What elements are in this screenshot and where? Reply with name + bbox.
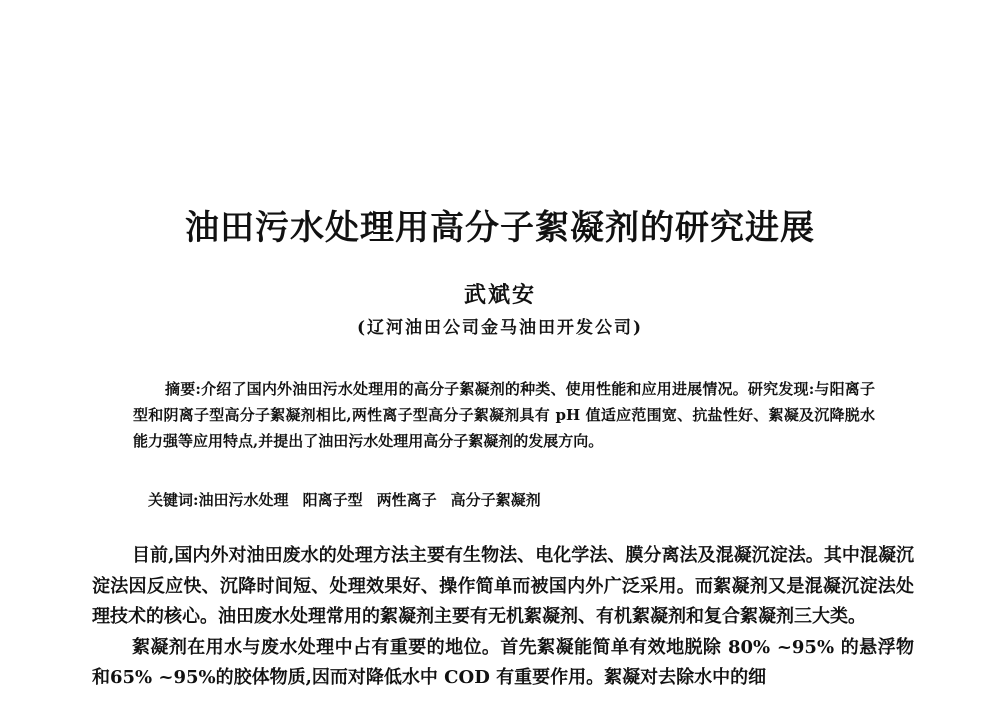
keywords-label: 关键词: <box>148 491 199 509</box>
abstract <box>133 376 875 454</box>
keywords <box>148 488 875 512</box>
body-paragraph: 目前,国内外对油田废水的处理方法主要有生物法、电化学法、膜分离法及混凝沉淀法。其中混凝沉淀法因反应快、沉降时间短、处理效果好、操作简单而被国内外广泛采用。而絮凝剂又是混凝沉淀法处理技术的核心。油田废水处理常用的絮凝剂主要有无机絮凝剂、有机絮凝剂和复合絮凝剂三大类。 <box>92 545 914 627</box>
keyword-item: 高分子絮凝剂 <box>450 491 541 509</box>
author-affiliation: (辽河油田公司金马油田开发公司) <box>356 318 644 338</box>
body-paragraph: 絮凝剂在用水与废水处理中占有重要的地位。首先絮凝能简单有效地脱除 80% ~95% 的悬浮物和65% ~95%的胶体物质,因而对降低水中 COD 有重要作用。絮凝对去除水中的细 <box>92 636 914 688</box>
keyword-item: 油田污水处理 <box>198 491 289 509</box>
article-author: 武斌安 <box>463 282 536 308</box>
abstract-label: 摘要: <box>165 380 201 398</box>
body-text <box>92 541 914 694</box>
abstract-text: 介绍了国内外油田污水处理用的高分子絮凝剂的种类、使用性能和应用进展情况。研究发现:与阳离子型和阴离子型高分子絮凝剂相比,两性离子型高分子絮凝剂具有 pH 值适应范围宽、抗盐性好、絮凝及沉降脱水能力强等应用特点,并提出了油田污水处理用高分子絮凝剂的发展方向。 <box>133 380 875 450</box>
article-title: 油田污水处理用高分子絮凝剂的研究进展 <box>185 208 815 248</box>
keyword-item: 两性离子 <box>376 491 437 509</box>
keyword-item: 阳离子型 <box>302 491 363 509</box>
